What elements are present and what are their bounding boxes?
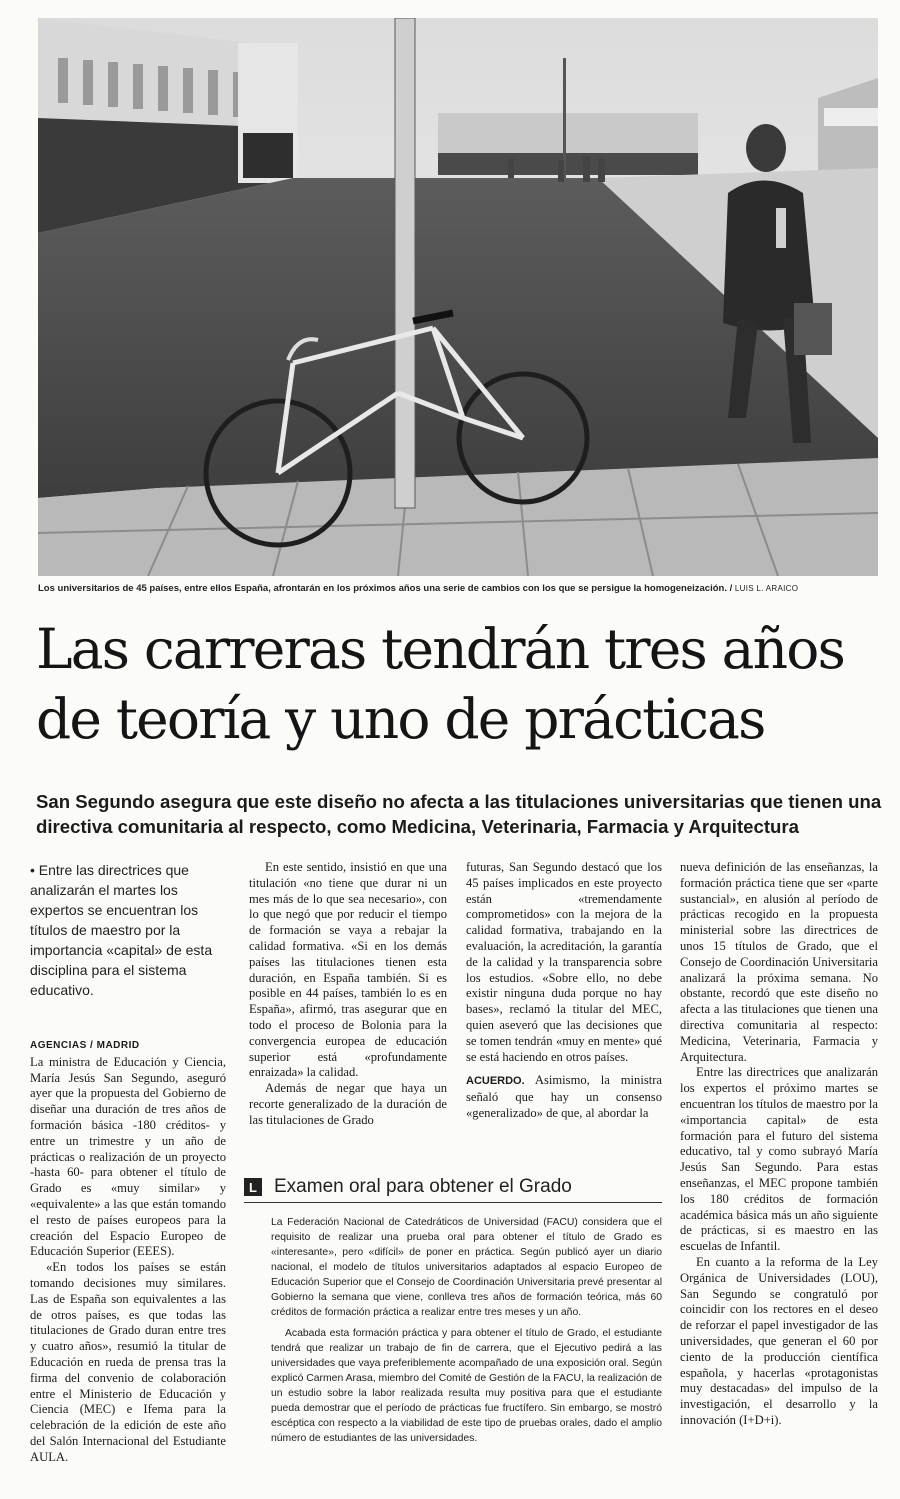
article-paragraph: En este sentido, insistió en que una titulación «no tiene que durar ni un mes más de lo que sea necesario», con lo que negó que por reducir el tiempo de formación se vaya a rebajar la calidad formativa. «Si en los demás países las titulaciones tienen esta duración, en España también. Si es posible en 44 países, también lo es en España», afirmó, tras asegurar que en todo el proceso de Bolonia para la convergencia europea de educación superior está «profundamente enraizada» la calidad. [249, 860, 447, 1080]
sidebar-box-title: Examen oral para obtener el Grado [274, 1176, 572, 1197]
lead-word: ACUERDO. [466, 1075, 525, 1088]
sidebar-box-header [244, 1172, 662, 1203]
section-marker-icon: L [244, 1178, 262, 1196]
photo-credit: LUIS L. ARAICO [734, 584, 799, 593]
article-paragraph-text: Asimismo, la ministra señaló que hay un consenso «generalizado» de que, al abordar la [466, 1073, 662, 1120]
dateline: AGENCIAS / MADRID [30, 1040, 140, 1051]
photo-caption: Los universitarios de 45 países, entre ellos España, afrontarán en los próximos años una serie de cambios con los que se persigue la homogeneización. / LUIS L. ARAICO [38, 583, 799, 594]
news-photo [38, 18, 878, 576]
campus-bicycle-illustration [38, 18, 878, 576]
subheadline: San Segundo asegura que este diseño no afecta a las titulaciones universitarias que tienen una directiva comunitaria al respecto, como Medicina, Veterinaria, Farmacia y Arquitectura [36, 791, 882, 837]
article-column-2 [249, 860, 447, 1129]
caption-text: Los universitarios de 45 países, entre ellos España, afrontarán en los próximos años una serie de cambios con los que se persigue la homogeneización. [38, 583, 727, 594]
article-paragraph: Entre las directrices que analizarán los expertos el próximo martes se encuentran los títulos de maestro por la «importancia capital» de esta formación para el futuro del sistema educativo, tal y como subrayó María Jesús San Segundo. Para estas enseñanzas, el MEC propone también los 180 créditos de formación académica básica más un año siguiente de prácticas, si es maestro en las escuelas de Infantil. [680, 1065, 878, 1254]
article-paragraph: nueva definición de las enseñanzas, la formación práctica tiene que ser «parte sustancial», en alusión al período de prácticas recogido en la propuesta ministerial sobre las directrices de unos 15 títulos de Grado, que el Consejo de Coordinación Universitaria analizará la próxima semana. No obstante, recordó que este diseño no afecta a las titulaciones que tienen una directiva comunitaria al respecto: Medicina, Veterinaria, Farmacia y Arquitectura. [680, 860, 878, 1064]
sidebar-box [244, 1172, 662, 1446]
article-column-3 [466, 860, 662, 1122]
sidebar-paragraph: Acabada esta formación práctica y para obtener el título de Grado, el estudiante tendrá que realizar un trabajo de fin de carrera, que el Ejecutivo pedirá a las universidades que vaya preferiblemente acompañado de una exposición oral. Según explicó Carmen Arasa, miembro del Comité de Gestión de la FACU, la realización de un estudio sobre la labor realizada resulta muy positiva para que el estudiante pueda demostrar que el período de prácticas fue fructífero. Sin embargo, se mostró escéptica con respecto a la viabilidad de este tipo de pruebas orales, dado el amplio número de estudiantes de las universidades. [271, 1328, 662, 1444]
summary-highlight: • Entre las directrices que analizarán el martes los expertos se encuentran los títulos de maestro por la importancia «capital» de esta disciplina para el sistema educativo. [30, 862, 213, 998]
article-paragraph: En cuanto a la reforma de la Ley Orgánica de Universidades (LOU), San Segundo se congratuló por coincidir con los rectores en el deseo de reforzar el papel investigador de las universidades, que generan el 60 por ciento de la producción científica española, y hacerlas «protagonistas muy destacadas» del impulso de la investigación, el desarrollo y la innovación (I+D+i). [680, 1254, 878, 1427]
article-paragraph: futuras, San Segundo destacó que los 45 países implicados en este proyecto están «tremendamente comprometidos» con la mejora de la calidad formativa, trabajando en la evaluación, la acreditación, la garantía de la calidad y la transparencia sobre los estudios. «Sobre ello, no debe existir ninguna duda porque no hay bases», reclamó la titular del MEC, quien aseveró que las decisiones que se tomen tendrán «muy en mente» qué se está haciendo en otros países. [466, 860, 662, 1064]
sidebar-box-body [244, 1215, 662, 1446]
article-column-1 [30, 860, 226, 1466]
article-paragraph: «En todos los países se están tomando decisiones muy similares. Las de España son equivalentes a las de otros países, es que todas las titulaciones de Grado duran entre tres y cuatro años», resumió la titular de Educación en rueda de prensa tras la firma del convenio de colaboración entre el Ministerio de Educación y Ciencia (MEC) e Ifema para la celebración de la edición de este año del Salón Internacional del Estudiante AULA. [30, 1260, 226, 1464]
article-paragraph-acuerdo [466, 1073, 662, 1121]
article-paragraph: La ministra de Educación y Ciencia, María Jesús San Segundo, aseguró ayer que la propuesta del Gobierno de diseñar una duración de tres años de formación básica -180 créditos- y entre un trimestre y un año de prácticas o realización de un proyecto -hasta 60- para obtener el título de Grado es «muy similar» y «equivalente» a las que están tomando el resto de países europeos para la creación del Espacio Europeo de Educación Superior (EEES). [30, 1054, 226, 1259]
headline: Las carreras tendrán tres años de teoría y uno de prácticas [36, 617, 845, 751]
article-column-4 [680, 860, 878, 1429]
article-paragraph: Además de negar que haya un recorte generalizado de la duración de las titulaciones de Grado [249, 1081, 447, 1127]
sidebar-paragraph: La Federación Nacional de Catedráticos de Universidad (FACU) considera que el requisito de realizar una prueba oral para obtener el título de Grado es «interesante», pero «difícil» de poner en práctica. Según publicó ayer un diario nacional, el modelo de títulos universitarios adaptados al espacio Europeo de Educación Superior que el Consejo de Coordinación Universitaria prevé presentar al Gobierno la semana que viene, conlleva tres años de formación teórica, más 60 créditos de formación práctica a realizar entre tres meses y un año. [271, 1217, 662, 1318]
